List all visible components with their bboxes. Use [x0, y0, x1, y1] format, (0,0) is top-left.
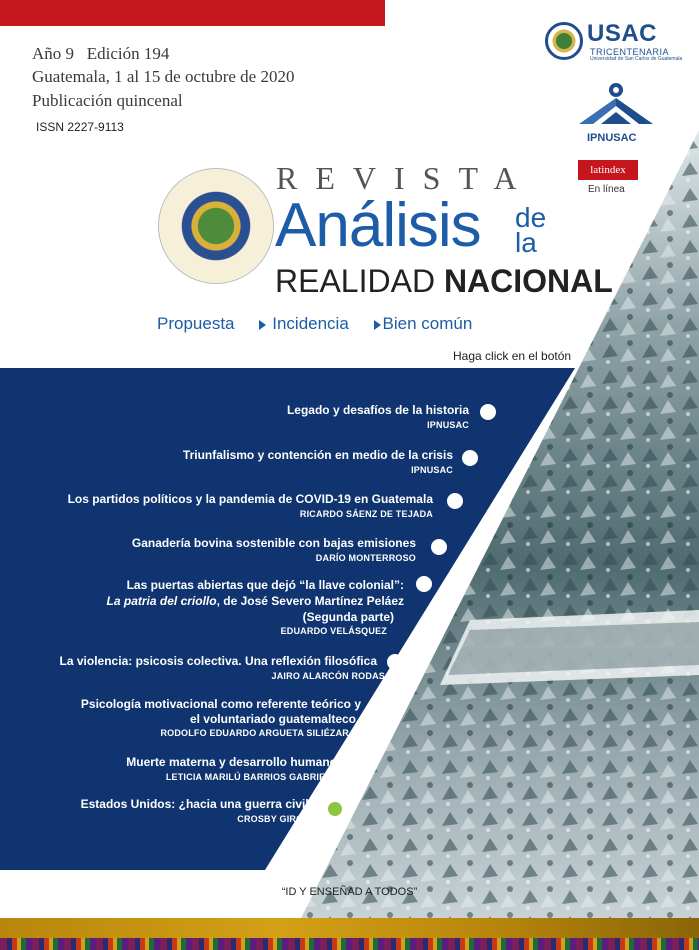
- toc-item: [0, 403, 469, 433]
- toc-item-title: Legado y desafíos de la historia: [286, 403, 469, 417]
- latindex-logo[interactable]: latindex: [578, 160, 638, 180]
- toc-item-title: Psicología motivacional como referente teórico y: [80, 697, 361, 711]
- toc-item-author: LETICIA MARILÚ BARRIOS GABRIEL: [165, 772, 331, 782]
- toc-item-button[interactable]: [370, 698, 386, 714]
- toc-item-title: Ganadería bovina sostenible con bajas emisiones: [131, 536, 416, 550]
- triangle-bullet-icon: [374, 320, 381, 330]
- toc-item-author: JAIRO ALARCÓN RODAS: [271, 671, 385, 681]
- toc-item-button[interactable]: [447, 493, 463, 509]
- toc-item-title: Las puertas abiertas que dejó “la llave colonial”:: [126, 578, 404, 592]
- usac-tricentenaria: TRICENTENARIA: [590, 47, 670, 57]
- bottom-gold-bar: [0, 918, 699, 938]
- issue-date: Guatemala, 1 al 15 de octubre de 2020: [32, 67, 295, 86]
- toc-item-title: Triunfalismo y contención en medio de la crisis: [182, 448, 453, 462]
- usac-seal-icon: [545, 22, 583, 60]
- toc-item: [0, 654, 385, 684]
- toc-item-button[interactable]: [345, 757, 361, 773]
- toc-item-author: CROSBY GIRÓN: [237, 814, 310, 824]
- masthead-realidad-nacional: [275, 263, 613, 300]
- toc-item-button[interactable]: [416, 576, 432, 592]
- masthead-analisis: Análisis: [275, 191, 481, 260]
- toc-item-button[interactable]: [431, 539, 447, 555]
- toc-item-button-active[interactable]: [326, 800, 344, 818]
- bottom-textile-band: [0, 938, 699, 950]
- usac-university-name: Universidad de San Carlos de Guatemala: [590, 56, 683, 62]
- university-seal-icon: [158, 168, 274, 284]
- toc-item: [0, 448, 453, 478]
- toc-item-button[interactable]: [480, 404, 496, 420]
- toc-item-author: IPNUSAC: [427, 420, 469, 430]
- university-motto: “ID Y ENSEÑAD A TODOS”: [281, 886, 418, 898]
- click-instruction: Haga click en el botón: [453, 349, 572, 363]
- toc-item-button[interactable]: [387, 654, 403, 670]
- toc-item-title-line2: el voluntariado guatemalteco: [189, 712, 356, 726]
- toc-item-author: DARÍO MONTERROSO: [315, 553, 416, 563]
- toc-item-author: EDUARDO VELÁSQUEZ: [280, 626, 387, 636]
- toc-item-author: RODOLFO EDUARDO ARGUETA SILIÉZAR: [160, 728, 349, 738]
- masthead-de: de: [515, 202, 547, 233]
- toc-item: [0, 536, 416, 566]
- usac-wordmark: USAC: [587, 20, 658, 47]
- masthead-nacional: NACIONAL: [443, 263, 613, 299]
- masthead-la: la: [515, 227, 537, 258]
- ipnusac-label: IPNUSAC: [587, 132, 637, 144]
- toc-item-title-line2: La patria del criollo, de José Severo Martínez Peláez: [106, 594, 404, 608]
- toc-item: [0, 492, 433, 522]
- issn-number: ISSN 2227-9113: [36, 120, 124, 134]
- tagline: [157, 314, 486, 334]
- masthead-realidad: REALIDAD: [275, 263, 436, 299]
- toc-item: [0, 797, 316, 827]
- toc-item-title: Los partidos políticos y la pandemia de COVID-19 en Guatemala: [67, 492, 433, 506]
- tagline-bien-comun: Bien común: [382, 314, 473, 333]
- masthead-revista: REVISTA: [276, 160, 535, 196]
- toc-item: [0, 755, 337, 785]
- toc-item-title: Muerte materna y desarrollo humano: [126, 755, 337, 769]
- latindex-online-label: En línea: [588, 184, 625, 195]
- toc-item-author: RICARDO SÁENZ DE TEJADA: [299, 509, 433, 519]
- triangle-bullet-icon: [259, 320, 266, 330]
- toc-item-title: Estados Unidos: ¿hacia una guerra civil?: [80, 797, 316, 811]
- top-red-bar: [0, 0, 385, 26]
- issue-frequency: Publicación quincenal: [32, 91, 183, 110]
- toc-item-author: IPNUSAC: [411, 465, 453, 475]
- toc-item-title: La violencia: psicosis colectiva. Una reflexión filosófica: [59, 654, 377, 668]
- toc-item-button[interactable]: [462, 450, 478, 466]
- toc-item-title-line3: (Segunda parte): [302, 610, 394, 624]
- book-title: La patria del criollo: [106, 594, 217, 608]
- toc-item: [0, 578, 404, 640]
- tagline-propuesta: Propuesta: [157, 314, 235, 333]
- masthead-de-la: [515, 202, 547, 258]
- issue-number: Año 9 Edición 194: [32, 44, 170, 63]
- usac-logo[interactable]: [545, 22, 691, 68]
- toc-item: [0, 697, 361, 741]
- tagline-incidencia: Incidencia: [272, 314, 349, 333]
- ipnusac-emblem-icon: [573, 82, 659, 132]
